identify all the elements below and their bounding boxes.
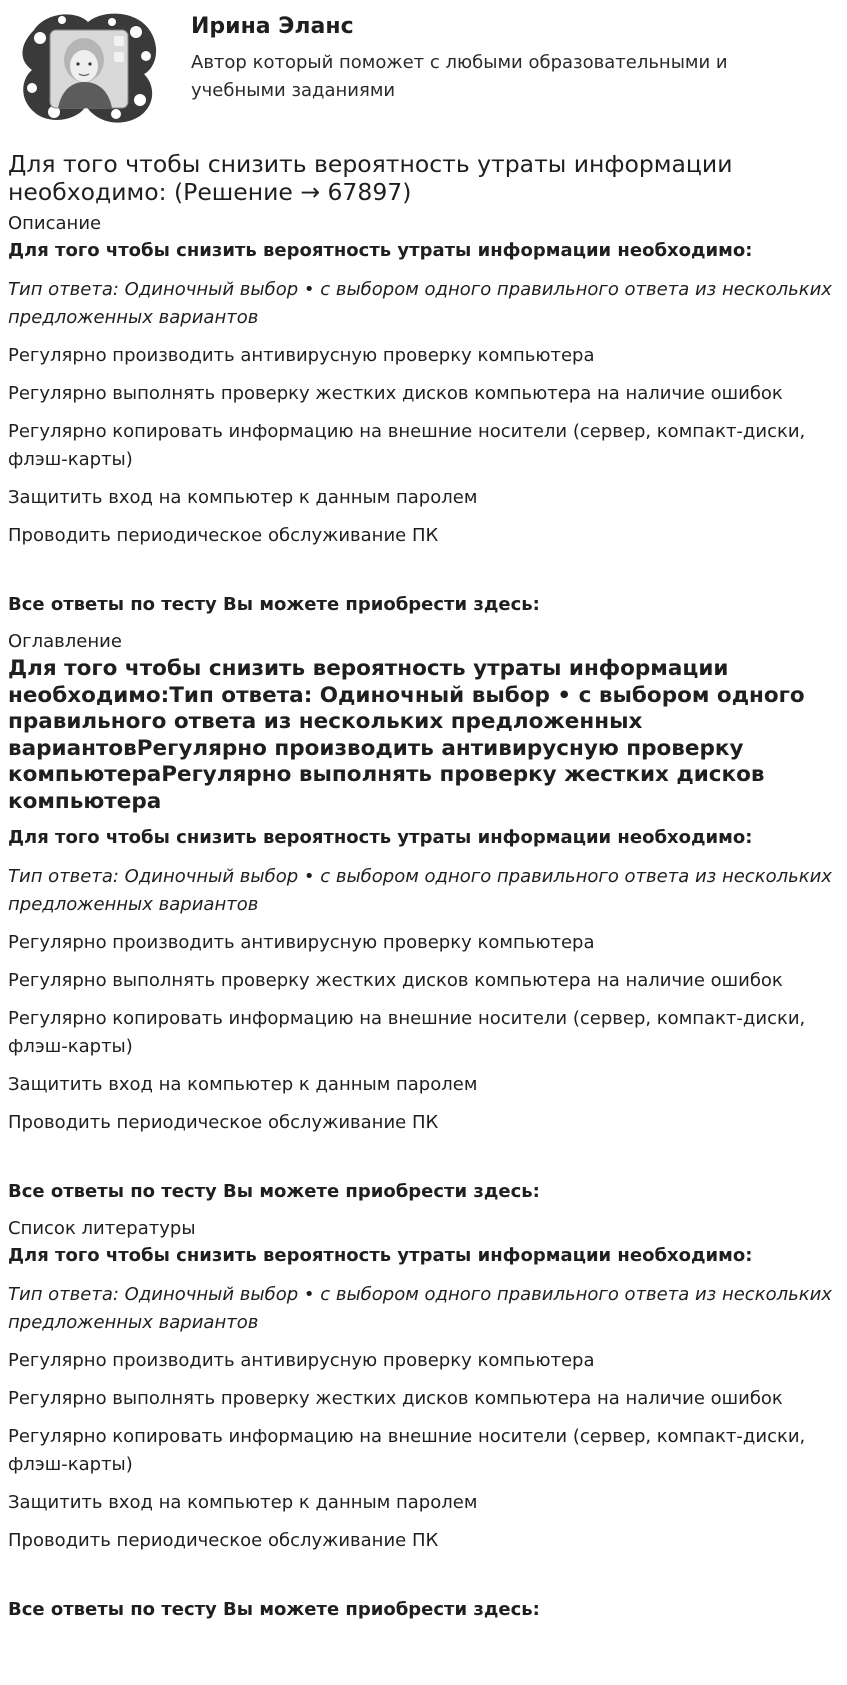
- author-block: [8, 0, 839, 140]
- question-title: Для того чтобы снизить вероятность утраты информации необходимо:: [8, 1245, 753, 1266]
- answer-option: Регулярно выполнять проверку жестких дисков компьютера на наличие ошибок: [8, 1388, 783, 1409]
- question-title: Для того чтобы снизить вероятность утраты информации необходимо:: [8, 240, 753, 261]
- answer-option: Регулярно копировать информацию на внешние носители (сервер, компакт-диски, флэш-карты): [8, 421, 806, 470]
- section-label: Оглавление: [8, 631, 122, 652]
- answer-option: Регулярно выполнять проверку жестких дисков компьютера на наличие ошибок: [8, 970, 783, 991]
- answer-option: Проводить периодическое обслуживание ПК: [8, 525, 439, 546]
- section-label: Описание: [8, 213, 102, 234]
- answer-type: Тип ответа: Одиночный выбор • с выбором одного правильного ответа из нескольких предложенных вариантов: [8, 279, 832, 328]
- toc-heading: Для того чтобы снизить вероятность утраты информации необходимо:Тип ответа: Одиночный выбор • с выбором одного правильного ответа из нескольких предложенных вариантовРегулярно производить антивирусную проверку компьютераРегулярно выполнять проверку жестких дисков компьютера: [8, 656, 805, 814]
- answer-option: Регулярно выполнять проверку жестких дисков компьютера на наличие ошибок: [8, 383, 783, 404]
- section-references: [8, 1217, 839, 1623]
- answer-type: Тип ответа: Одиночный выбор • с выбором одного правильного ответа из нескольких предложенных вариантов: [8, 1284, 832, 1333]
- answer-option: Регулярно производить антивирусную проверку компьютера: [8, 1350, 595, 1371]
- answer-option: Регулярно копировать информацию на внешние носители (сервер, компакт-диски, флэш-карты): [8, 1008, 806, 1057]
- answer-option: Проводить периодическое обслуживание ПК: [8, 1112, 439, 1133]
- question-title: Для того чтобы снизить вероятность утраты информации необходимо:: [8, 827, 753, 848]
- buy-answers-text: Все ответы по тесту Вы можете приобрести здесь:: [8, 594, 540, 615]
- page-title: Для того чтобы снизить вероятность утраты информации необходимо: (Решение → 67897): [8, 150, 733, 206]
- answer-option: Регулярно копировать информацию на внешние носители (сервер, компакт-диски, флэш-карты): [8, 1426, 806, 1475]
- buy-answers-text: Все ответы по тесту Вы можете приобрести здесь:: [8, 1181, 540, 1202]
- answer-option: Регулярно производить антивирусную проверку компьютера: [8, 345, 595, 366]
- author-description: Автор который поможет с любыми образовательными и учебными заданиями: [191, 52, 728, 101]
- section-label: Список литературы: [8, 1218, 196, 1239]
- answer-option: Проводить периодическое обслуживание ПК: [8, 1530, 439, 1551]
- section-description: [8, 212, 839, 618]
- buy-answers-text: Все ответы по тесту Вы можете приобрести здесь:: [8, 1599, 540, 1620]
- answer-option: Защитить вход на компьютер к данным паролем: [8, 1074, 478, 1095]
- author-name[interactable]: Ирина Эланс: [191, 14, 354, 39]
- answer-option: Регулярно производить антивирусную проверку компьютера: [8, 932, 595, 953]
- answer-type: Тип ответа: Одиночный выбор • с выбором одного правильного ответа из нескольких предложенных вариантов: [8, 866, 832, 915]
- section-toc: [8, 630, 839, 1205]
- author-avatar[interactable]: [16, 8, 159, 126]
- answer-option: Защитить вход на компьютер к данным паролем: [8, 1492, 478, 1513]
- answer-option: Защитить вход на компьютер к данным паролем: [8, 487, 478, 508]
